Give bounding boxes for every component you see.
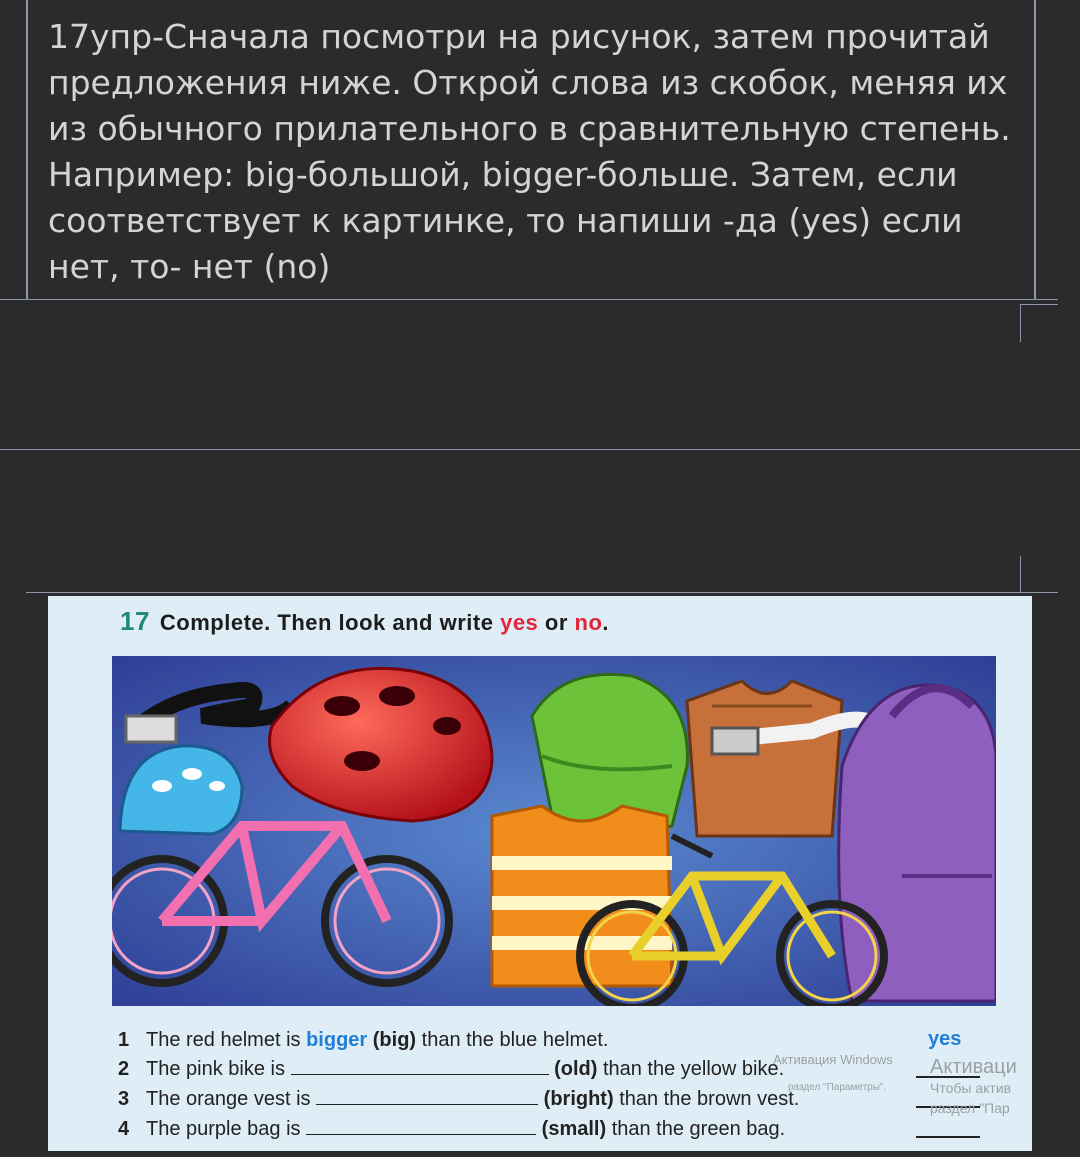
watermark-right1: Активаци xyxy=(930,1056,1017,1078)
divider xyxy=(1020,304,1058,305)
sentence-text: The red helmet is xyxy=(146,1029,307,1051)
illustration xyxy=(112,656,996,1006)
adjective: (bright) xyxy=(543,1088,614,1110)
sentence-4 xyxy=(118,1115,785,1143)
answer-1: yes xyxy=(928,1028,962,1050)
worksheet-image xyxy=(48,596,1032,1151)
purple-bag-icon xyxy=(839,685,996,1001)
heading-or: or xyxy=(538,610,575,635)
adjective: (small) xyxy=(541,1118,607,1140)
heading-no: no xyxy=(574,610,603,635)
sentence-number: 2 xyxy=(118,1058,130,1080)
blank-line xyxy=(306,1116,536,1135)
adjective: (big) xyxy=(372,1029,417,1051)
watermark-right3: раздел "Пар xyxy=(930,1100,1010,1116)
blank-line xyxy=(291,1056,549,1075)
sentence-text: The pink bike is xyxy=(146,1058,291,1080)
question-text: 17упр-Сначала посмотри на рисунок, затем прочитай предложения ниже. Открой слова из скобок, меняя их из обычного прилательного в сравнительную степень. Например: big-большой, bigger-больше. Затем, если соответствует к картинке, то напиши -да (yes) если нет, то- нет (no) xyxy=(48,17,1011,286)
divider xyxy=(0,449,1080,450)
adjective: (old) xyxy=(554,1058,598,1080)
exercise-number: 17 xyxy=(120,606,150,636)
green-bag-icon xyxy=(532,674,687,829)
sentence-3 xyxy=(118,1085,799,1113)
answer-line-4 xyxy=(916,1136,980,1138)
heading-yes: yes xyxy=(500,610,539,635)
divider xyxy=(1020,304,1021,342)
divider xyxy=(1020,556,1021,592)
sentence-1 xyxy=(118,1026,608,1054)
sentence-text: than the green bag. xyxy=(606,1118,786,1140)
sentence-text: The orange vest is xyxy=(146,1088,317,1110)
sentence-text: The purple bag is xyxy=(146,1118,307,1140)
divider xyxy=(0,299,1058,300)
blank-line xyxy=(316,1086,538,1105)
watermark-line1: Активация Windows xyxy=(773,1052,893,1067)
sentence-text: than the brown vest. xyxy=(613,1088,800,1110)
sentence-number: 4 xyxy=(118,1118,130,1140)
watermark-right2: Чтобы актив xyxy=(930,1080,1012,1096)
watermark-line3: раздел "Параметры". xyxy=(788,1082,887,1093)
heading-end: . xyxy=(602,610,610,635)
sentence-text: than the blue helmet. xyxy=(416,1029,609,1051)
sentence-number: 1 xyxy=(118,1029,130,1051)
divider xyxy=(26,592,1058,593)
sentence-text: than the yellow bike. xyxy=(597,1058,785,1080)
filled-answer: bigger xyxy=(306,1029,368,1051)
brown-vest-icon xyxy=(687,681,842,836)
heading-text: Complete. Then look and write xyxy=(159,610,501,635)
illustration-svg xyxy=(112,656,996,1006)
sentence-number: 3 xyxy=(118,1088,130,1110)
sentence-2 xyxy=(118,1055,784,1083)
worksheet-heading xyxy=(120,606,609,637)
